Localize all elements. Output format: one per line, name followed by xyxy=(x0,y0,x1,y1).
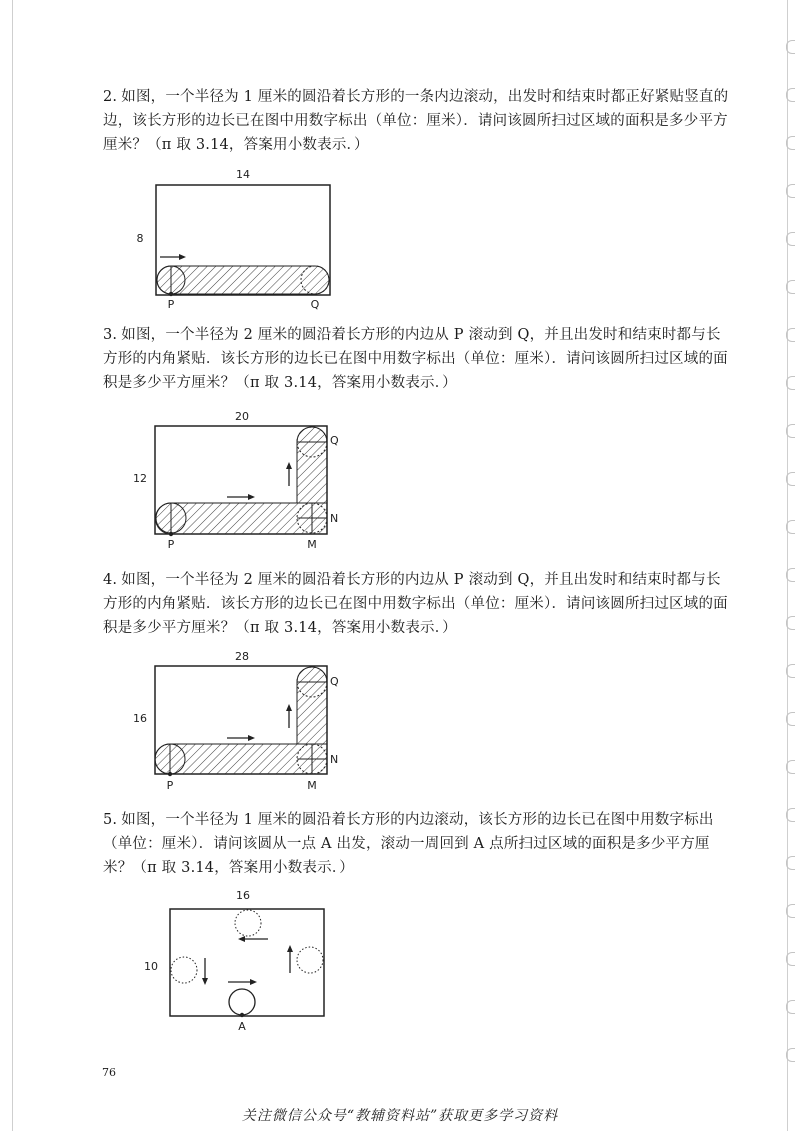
point-p-dot xyxy=(168,772,172,776)
problem-2-body: 如图，一个半径为 1 厘米的圆沿着长方形的一条内边滚动，出发时和结束时都正好紧贴竖直的边，该长方形的边长已在图中用数字标出（单位：厘米）．请问该圆所扫过区域的面积是多少平方厘米？（π 取 3.14，答案用小数表示．） xyxy=(103,89,729,153)
rectangle xyxy=(170,909,324,1016)
point-label-a: A xyxy=(238,1020,246,1033)
point-label-m: M xyxy=(307,779,317,792)
problem-5-body: 如图，一个半径为 1 厘米的圆沿着长方形的内边滚动，该长方形的边长已在图中用数字标出（单位：厘米）．请问该圆从一点 A 出发，滚动一周回到 A 点所扫过区域的面积是多少平方厘米？（π 取 3.14，答案用小数表示．） xyxy=(103,812,714,876)
point-label-m: M xyxy=(307,538,317,551)
point-p-dot xyxy=(169,532,173,536)
problem-2-text xyxy=(103,85,733,157)
problem-5-text xyxy=(103,808,733,880)
circle-left xyxy=(171,957,197,983)
point-label-p: P xyxy=(166,779,174,792)
problem-3-text xyxy=(103,323,733,395)
height-label: 12 xyxy=(133,472,147,485)
width-label: 16 xyxy=(236,889,250,902)
circle-right xyxy=(297,947,323,973)
point-label-q: Q xyxy=(330,434,339,447)
binder-holes xyxy=(786,40,796,1096)
width-label: 28 xyxy=(235,650,249,663)
point-p-dot xyxy=(169,292,173,296)
problem-2-number: 2. xyxy=(103,89,118,105)
width-label: 14 xyxy=(236,168,250,181)
page-edge-left xyxy=(12,0,13,1131)
figure-problem-4 xyxy=(130,648,360,796)
height-label: 16 xyxy=(133,712,147,725)
swept-region xyxy=(155,667,327,774)
width-label: 20 xyxy=(235,410,249,423)
figure-problem-5 xyxy=(140,888,340,1038)
page-number: 76 xyxy=(102,1066,116,1079)
footer-note: 关注微信公众号“教辅资料站”获取更多学习资料 xyxy=(241,1108,559,1124)
problem-4-body: 如图，一个半径为 2 厘米的圆沿着长方形的内边从 P 滚动到 Q，并且出发时和结束时都与长方形的内角紧贴．该长方形的边长已在图中用数字标出（单位：厘米）．请问该圆所扫过区域的面积是多少平方厘米？（π 取 3.14，答案用小数表示．） xyxy=(103,572,728,636)
figure-problem-3 xyxy=(130,408,360,553)
point-label-p: P xyxy=(167,538,175,551)
point-a-dot xyxy=(240,1013,244,1017)
problem-3-number: 3. xyxy=(103,327,118,343)
height-label: 10 xyxy=(144,960,158,973)
point-label-q: Q xyxy=(310,298,320,311)
problem-4-number: 4. xyxy=(103,572,118,588)
problem-4-text xyxy=(103,568,733,640)
problem-3-body: 如图，一个半径为 2 厘米的圆沿着长方形的内边从 P 滚动到 Q，并且出发时和结束时都与长方形的内角紧贴．该长方形的边长已在图中用数字标出（单位：厘米）．请问该圆所扫过区域的面积是多少平方厘米？（π 取 3.14，答案用小数表示．） xyxy=(103,327,728,391)
swept-region xyxy=(157,266,329,294)
figure-problem-2 xyxy=(130,165,350,315)
problem-5-number: 5. xyxy=(103,812,118,828)
point-label-n: N xyxy=(330,512,339,525)
circle-top xyxy=(235,910,261,936)
circle-bottom-start xyxy=(229,989,255,1015)
height-label: 8 xyxy=(136,232,144,245)
point-label-n: N xyxy=(330,753,339,766)
point-label-p: P xyxy=(167,298,175,311)
point-label-q: Q xyxy=(330,675,339,688)
